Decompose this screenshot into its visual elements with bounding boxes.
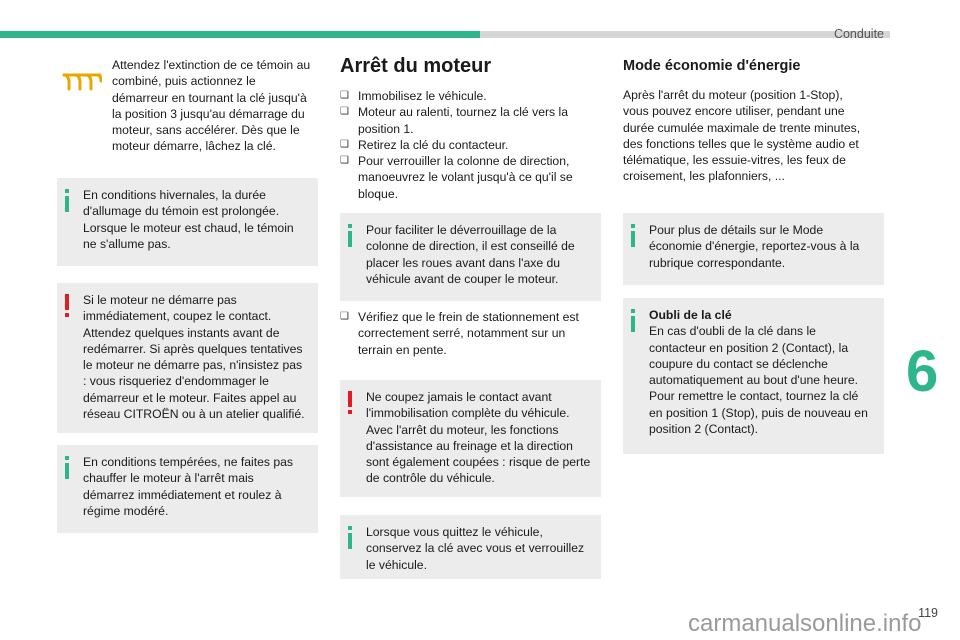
details-note-box [623,213,884,285]
start-warning-text: Si le moteur ne démarre pas immédiatement, coupez le contact. Attendez quelques instants avant de redémarrer. Si après quelques tentatives le moteur ne démarre pas, n'insistez pas : vous risqueriez d'endommager le démarreur et le moteur. Faites appel au réseau CITROËN ou à un atelier qualifié. [83,293,305,422]
glow-plug-icon [62,71,102,93]
temperate-note-text: En conditions tempérées, ne faites pas chauffer le moteur à l'arrêt mais démarrez immédiatement et roulez à régime modéré. [83,455,294,518]
stop-step: ❑ Moteur au ralenti, tournez la clé vers la position 1. [340,104,590,137]
preheat-text: Attendez l'extinction de ce témoin au combiné, puis actionnez le démarreur en tournant la clé jusqu'à la position 3 jusqu'au démarrage du moteur, sans accélérer. Dès que le moteur démarre, lâchez la clé. [112,58,311,154]
section-title: Conduite [833,27,884,41]
warning-icon-dot [65,313,69,317]
engine-stop-title: Arrêt du moteur [340,55,492,77]
winter-note-box [57,178,318,266]
chapter-number: 6 [906,339,939,404]
steering-note-text: Pour faciliter le déverrouillage de la colonne de direction, il est conseillé de placer les roues avant dans l'axe du véhicule avant de couper le moteur. [366,223,575,286]
watermark: carmanualsonline.info [688,610,922,637]
info-icon-bar [348,231,352,247]
forgot-key-title: Oubli de la clé [649,308,732,322]
parking-step-list [340,309,590,358]
header-grey-bar [480,31,890,38]
info-icon-bar [631,316,635,332]
parking-step: ❑ Vérifiez que le frein de stationnement est correctement serré, notamment sur un terrain en pente. [340,309,590,358]
stop-steps-list [340,88,590,202]
info-icon-bar [65,196,69,212]
details-note-text: Pour plus de détails sur le Mode économie d'énergie, reportez-vous à la rubrique correspondante. [649,223,860,270]
info-icon [348,526,352,530]
energy-mode-intro: Après l'arrêt du moteur (position 1-Stop), vous pouvez encore utiliser, pendant une durée cumulée maximale de trente minutes, des fonctions telles que le système audio et télématique, les essuie-vitres, les feux de croisement, les plafonniers, ... [623,88,861,184]
stop-step: ❑ Retirez la clé du contacteur. [340,137,590,153]
header-accent-bar [0,31,480,38]
steering-note-box [340,213,601,301]
ignition-warning-box [340,380,601,497]
info-icon-bar [348,533,352,549]
info-icon [65,189,69,193]
start-warning-box [57,283,318,433]
ignition-warning-text: Ne coupez jamais le contact avant l'immobilisation complète du véhicule. Avec l'arrêt du moteur, les fonctions d'assistance au freinage et la direction sont également coupées : risque de perte de contrôle du véhicule. [366,390,591,486]
page-number: 119 [918,606,938,620]
energy-mode-title: Mode économie d'énergie [623,58,801,74]
forgot-key-text: En cas d'oubli de la clé dans le contacteur en position 2 (Contact), la coupure du contact se déclenche automatiquement au bout d'une heure. Pour remettre le contact, tournez la clé en position 1 (Stop), puis de nouveau en position 2 (Contact). [649,324,868,437]
info-icon [65,456,69,460]
info-icon [631,309,635,313]
winter-note-text: En conditions hivernales, la durée d'allumage du témoin est prolongée. Lorsque le moteur est chaud, le témoin ne s'allume pas. [83,188,294,251]
info-icon [631,224,635,228]
stop-step: ❑ Pour verrouiller la colonne de direction, manoeuvrez le volant jusqu'à ce qu'il se bloque. [340,153,590,202]
info-icon-bar [631,231,635,247]
key-note-text: Lorsque vous quittez le véhicule, conservez la clé avec vous et verrouillez le véhicule. [366,525,585,572]
temperate-note-box [57,445,318,533]
warning-icon [348,391,352,407]
warning-icon-dot [348,410,352,414]
stop-step: ❑ Immobilisez le véhicule. [340,88,590,104]
key-note-box [340,515,601,579]
warning-icon [65,294,69,310]
info-icon-bar [65,463,69,479]
info-icon [348,224,352,228]
forgot-key-box [623,298,884,454]
